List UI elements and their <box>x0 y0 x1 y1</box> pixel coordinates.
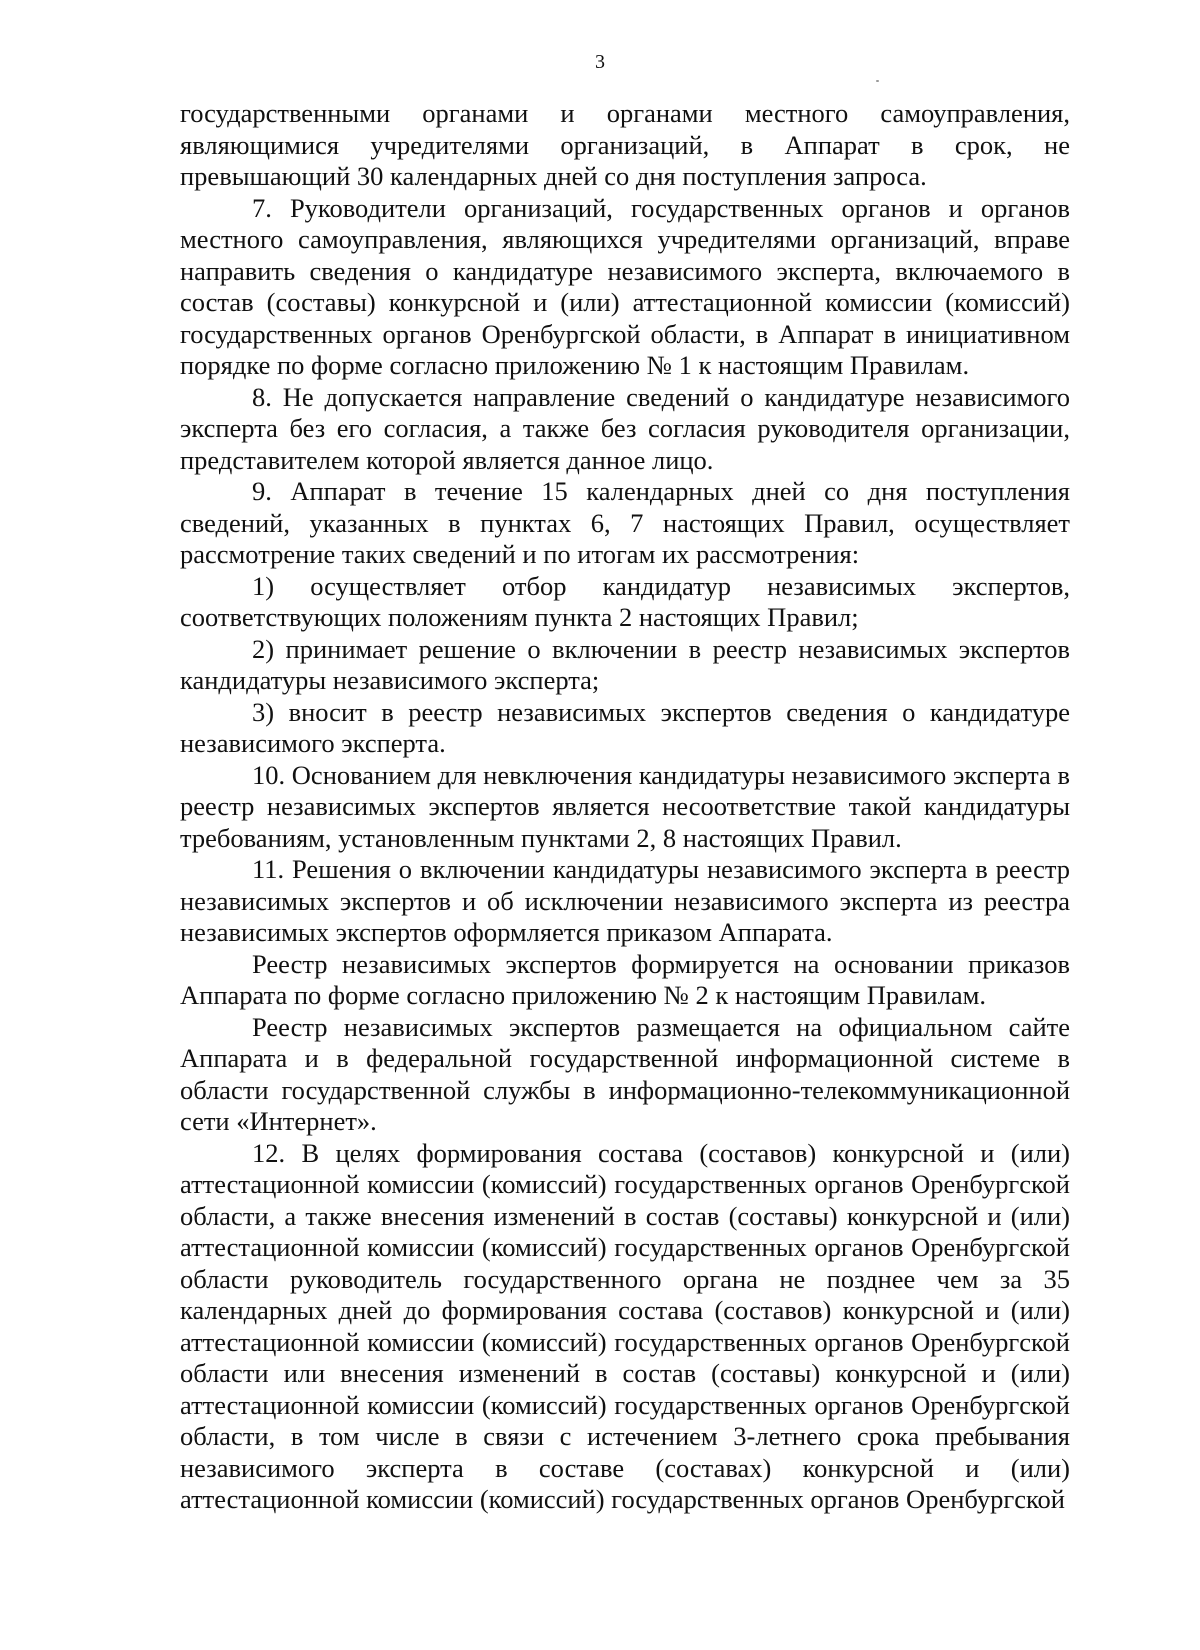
paragraph-subitem-1: 1) осуществляет отбор кандидатур независимых экспертов, соответствующих положениям пункта 2 настоящих Правил; <box>180 570 1070 632</box>
page-number: 3 <box>595 51 605 73</box>
document-body <box>180 98 1070 1516</box>
paragraph-registry-formation: Реестр независимых экспертов формируется на основании приказов Аппарата по форме согласно приложению № 2 к настоящим Правилам. <box>180 948 1070 1010</box>
paragraph-subitem-2: 2) принимает решение о включении в реестр независимых экспертов кандидатуры независимого эксперта; <box>180 633 1070 695</box>
paragraph-item-12: 12. В целях формирования состава (составов) конкурсной и (или) аттестационной комиссии (комиссий) государственных органов Оренбургской области, а также внесения изменений в состав (составы) конкурсной и (или) аттестационной комиссии (комиссий) государственных органов Оренбургской области руководитель государственного органа не позднее чем за 35 календарных дней до формирования состава (составов) конкурсной и (или) аттестационной комиссии (комиссий) государственных органов Оренбургской области или внесения изменений в состав (составы) конкурсной и (или) аттестационной комиссии (комиссий) государственных органов Оренбургской области, в том числе в связи с истечением 3-летнего срока пребывания независимого эксперта в составе (составах) конкурсной и (или) аттестационной комиссии (комиссий) государственных органов Оренбургской <box>180 1137 1070 1514</box>
paragraph-continuation: государственными органами и органами местного самоуправления, являющимися учредителями организаций, в Аппарат в срок, не превышающий 30 календарных дней со дня поступления запроса. <box>180 98 1070 191</box>
paragraph-item-7: 7. Руководители организаций, государственных органов и органов местного самоуправления, являющихся учредителями организаций, вправе направить сведения о кандидатуре независимого эксперта, включаемого в состав (составы) конкурсной и (или) аттестационной комиссии (комиссий) государственных органов Оренбургской области, в Аппарат в инициативном порядке по форме согласно приложению № 1 к настоящим Правилам. <box>180 192 1070 380</box>
paragraph-item-11: 11. Решения о включении кандидатуры независимого эксперта в реестр независимых экспертов и об исключении независимого эксперта из реестра независимых экспертов оформляется приказом Аппарата. <box>180 854 1070 947</box>
paragraph-subitem-3: 3) вносит в реестр независимых экспертов сведения о кандидатуре независимого эксперта. <box>180 696 1070 758</box>
paragraph-item-8: 8. Не допускается направление сведений о кандидатуре независимого эксперта без его согласия, а также без согласия руководителя организации, представителем которой является данное лицо. <box>180 381 1070 475</box>
paragraph-registry-publication: Реестр независимых экспертов размещается на официальном сайте Аппарата и в федеральной государственной информационной системе в области государственной службы в информационно-телекоммуникационной сети «Интернет». <box>180 1011 1070 1136</box>
scan-artifact <box>876 80 879 82</box>
paragraph-item-10: 10. Основанием для невключения кандидатуры независимого эксперта в реестр независимых экспертов является несоответствие такой кандидатуры требованиям, установленным пунктами 2, 8 настоящих Правил. <box>180 759 1070 853</box>
paragraph-item-9: 9. Аппарат в течение 15 календарных дней со дня поступления сведений, указанных в пунктах 6, 7 настоящих Правил, осуществляет рассмотрение таких сведений и по итогам их рассмотрения: <box>180 476 1070 569</box>
